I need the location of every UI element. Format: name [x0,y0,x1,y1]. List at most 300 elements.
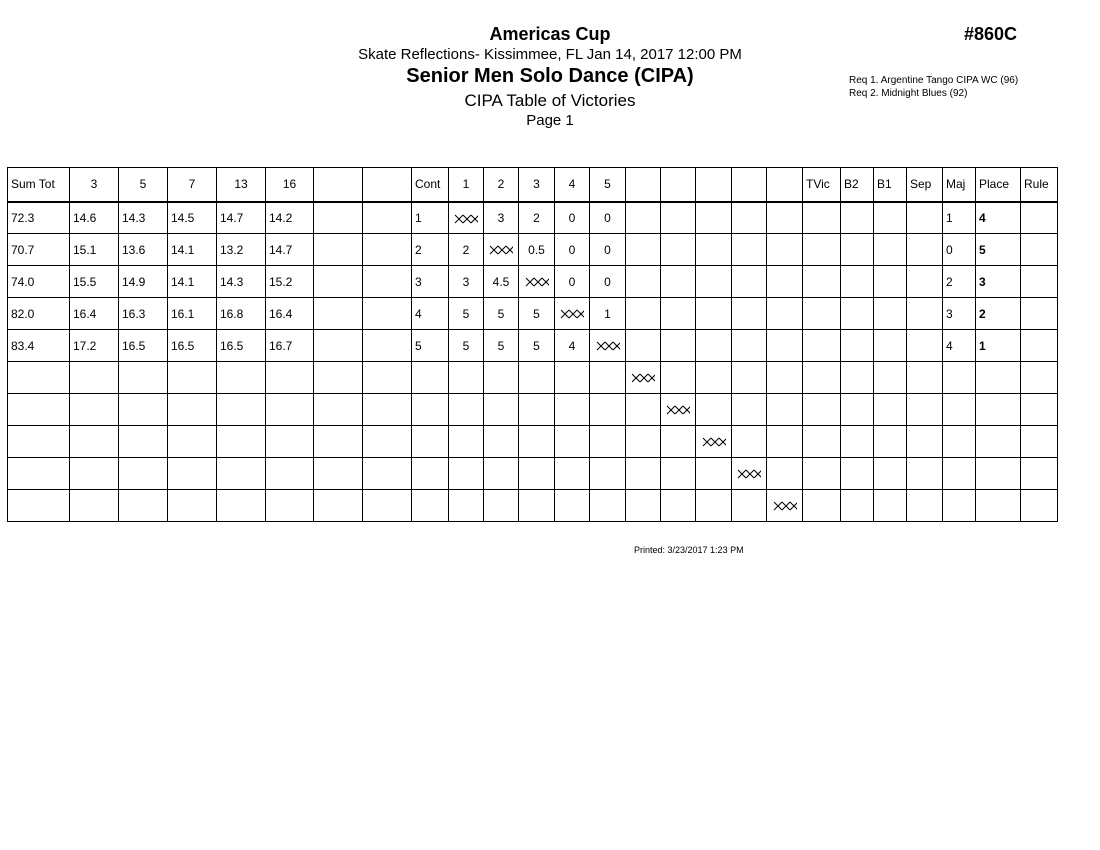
table-cell [661,202,696,234]
table-cell [767,330,803,362]
table-cell [661,330,696,362]
table-cell [803,234,841,266]
table-cell [696,394,732,426]
table-cell [363,234,412,266]
table-cell: 16.8 [217,298,266,330]
column-header: 16 [266,168,314,202]
place-cell [976,458,1021,490]
table-cell [874,330,907,362]
table-cell [732,490,767,522]
column-header [626,168,661,202]
table-cell [519,458,555,490]
table-cell [449,458,484,490]
table-cell [314,202,363,234]
table-cell: 15.1 [70,234,119,266]
table-cell [449,490,484,522]
table-cell [1021,266,1058,298]
table-cell [412,426,449,458]
table-row [8,202,1058,234]
table-cell [767,266,803,298]
table-cell [449,394,484,426]
table-cell [696,330,732,362]
table-cell [70,458,119,490]
table-cell [943,458,976,490]
table-cell: 16.4 [70,298,119,330]
table-cell [874,298,907,330]
table-cell [168,362,217,394]
table-cell [363,330,412,362]
table-cell: 15.2 [266,266,314,298]
table-cell [907,362,943,394]
place-cell [976,490,1021,522]
table-row [8,298,1058,330]
table-row [8,362,1058,394]
table-cell [943,490,976,522]
table-cell: 16.7 [266,330,314,362]
table-cell [732,298,767,330]
table-cell [449,426,484,458]
table-cell: 15.5 [70,266,119,298]
table-cell [732,202,767,234]
requirement-1: Req 1. Argentine Tango CIPA WC (96) [849,75,1019,86]
table-cell [907,490,943,522]
column-header: 1 [449,168,484,202]
table-cell: 70.7 [8,234,70,266]
table-cell [363,202,412,234]
table-cell [266,394,314,426]
table-cell [767,426,803,458]
table-cell [8,362,70,394]
table-cell: 4 [412,298,449,330]
table-cell [590,490,626,522]
table-cell: 14.3 [119,202,168,234]
table-cell: 0 [555,202,590,234]
table-cell [8,394,70,426]
table-cell: 5 [519,330,555,362]
table-cell [732,362,767,394]
table-cell: 14.5 [168,202,217,234]
table-row [8,458,1058,490]
table-cell: 0 [943,234,976,266]
table-cell: 5 [519,298,555,330]
table-row [8,330,1058,362]
table-cell: 5 [449,330,484,362]
table-cell [767,362,803,394]
table-cell: 3 [449,266,484,298]
table-cell [449,362,484,394]
table-cell [70,426,119,458]
table-cell [841,490,874,522]
self-comparison-mark [484,234,519,266]
table-cell [519,490,555,522]
table-cell [661,362,696,394]
table-cell [732,426,767,458]
table-row [8,394,1058,426]
table-cell [363,426,412,458]
table-cell [70,490,119,522]
table-cell [732,394,767,426]
table-cell [841,202,874,234]
table-cell: 14.1 [168,234,217,266]
place-cell: 3 [976,266,1021,298]
table-cell [555,394,590,426]
table-cell [314,394,363,426]
column-header: 7 [168,168,217,202]
column-header: 13 [217,168,266,202]
table-cell: 16.5 [217,330,266,362]
table-cell [168,394,217,426]
table-row [8,490,1058,522]
place-cell: 2 [976,298,1021,330]
table-cell: 14.3 [217,266,266,298]
table-cell [626,266,661,298]
table-cell [626,490,661,522]
place-cell: 4 [976,202,1021,234]
table-cell [412,394,449,426]
table-cell: 4 [555,330,590,362]
place-cell [976,394,1021,426]
event-title: Senior Men Solo Dance (CIPA) [406,65,694,87]
table-cell [874,458,907,490]
xxx-mark-icon [631,373,655,383]
table-cell [217,490,266,522]
table-cell [874,490,907,522]
table-cell [803,330,841,362]
table-cell [841,458,874,490]
table-cell [590,426,626,458]
table-cell [363,266,412,298]
table-cell [555,490,590,522]
column-header [732,168,767,202]
table-cell: 14.9 [119,266,168,298]
column-header: 5 [119,168,168,202]
table-cell: 0 [590,266,626,298]
table-cell [363,362,412,394]
table-cell [412,458,449,490]
table-cell: 3 [484,202,519,234]
table-cell: 5 [484,330,519,362]
table-cell [119,426,168,458]
column-header: Sum Tot [8,168,70,202]
xxx-mark-icon [773,501,797,511]
table-cell: 2 [449,234,484,266]
table-cell: 16.4 [266,298,314,330]
table-cell: 3 [943,298,976,330]
xxx-mark-icon [666,405,690,415]
table-cell [168,426,217,458]
table-cell [217,362,266,394]
xxx-mark-icon [525,277,549,287]
table-cell [266,458,314,490]
printed-timestamp: Printed: 3/23/2017 1:23 PM [634,545,744,555]
table-cell [217,426,266,458]
table-cell [590,394,626,426]
table-cell: 0 [555,234,590,266]
table-cell [626,426,661,458]
table-cell [484,458,519,490]
table-cell: 5 [484,298,519,330]
table-cell [555,426,590,458]
column-header: 2 [484,168,519,202]
table-cell: 16.5 [119,330,168,362]
self-comparison-mark [555,298,590,330]
table-cell [803,362,841,394]
table-cell: 1 [412,202,449,234]
self-comparison-mark [626,362,661,394]
table-cell [590,362,626,394]
table-cell [841,266,874,298]
table-cell [907,394,943,426]
table-row [8,426,1058,458]
table-cell [841,394,874,426]
table-cell [8,490,70,522]
table-cell [626,234,661,266]
table-cell: 14.6 [70,202,119,234]
table-cell [70,362,119,394]
requirements-list [849,74,1018,100]
table-cell: 0 [555,266,590,298]
table-cell [696,266,732,298]
table-cell: 0 [590,234,626,266]
table-cell: 0.5 [519,234,555,266]
table-cell [590,458,626,490]
table-cell [1021,298,1058,330]
table-cell [907,426,943,458]
place-cell: 5 [976,234,1021,266]
table-cell [314,490,363,522]
table-cell: 2 [943,266,976,298]
table-cell [626,330,661,362]
self-comparison-mark [590,330,626,362]
table-cell [803,202,841,234]
xxx-mark-icon [737,469,761,479]
column-header: TVic [803,168,841,202]
table-cell [696,202,732,234]
table-cell [803,298,841,330]
table-cell [314,266,363,298]
table-cell [412,490,449,522]
table-cell [661,426,696,458]
column-header: Maj [943,168,976,202]
table-cell [519,394,555,426]
table-cell [696,298,732,330]
table-cell [841,426,874,458]
place-cell [976,426,1021,458]
column-header [767,168,803,202]
table-cell [314,330,363,362]
table-cell [1021,330,1058,362]
self-comparison-mark [732,458,767,490]
self-comparison-mark [767,490,803,522]
table-cell [314,234,363,266]
table-cell [803,266,841,298]
table-cell [484,362,519,394]
xxx-mark-icon [454,214,478,224]
table-cell [661,266,696,298]
report-subtitle: CIPA Table of Victories [464,91,636,110]
table-cell [767,202,803,234]
table-cell: 74.0 [8,266,70,298]
table-cell [907,330,943,362]
self-comparison-mark [661,394,696,426]
table-cell [626,394,661,426]
xxx-mark-icon [596,341,620,351]
table-cell [484,426,519,458]
table-cell [943,362,976,394]
table-cell [1021,426,1058,458]
table-cell [119,458,168,490]
table-cell [767,298,803,330]
page-number: Page 1 [526,112,574,129]
table-cell [555,362,590,394]
table-cell: 4 [943,330,976,362]
table-cell [314,458,363,490]
table-cell [1021,234,1058,266]
table-row [8,266,1058,298]
table-cell [1021,458,1058,490]
table-cell: 0 [590,202,626,234]
table-cell [519,362,555,394]
table-cell [168,458,217,490]
table-cell [661,234,696,266]
table-cell [874,202,907,234]
table-cell [732,266,767,298]
table-cell [696,234,732,266]
column-header [661,168,696,202]
table-cell [217,458,266,490]
table-cell [803,458,841,490]
table-cell: 16.5 [168,330,217,362]
table-cell: 82.0 [8,298,70,330]
table-cell [732,234,767,266]
table-cell [119,394,168,426]
table-cell: 5 [412,330,449,362]
table-cell [732,330,767,362]
table-cell [484,394,519,426]
table-cell: 2 [519,202,555,234]
column-header: 3 [70,168,119,202]
table-cell [907,298,943,330]
table-cell [1021,202,1058,234]
table-cell: 83.4 [8,330,70,362]
table-cell [696,458,732,490]
table-cell [8,426,70,458]
table-cell [363,394,412,426]
place-cell [976,362,1021,394]
table-cell [841,362,874,394]
table-cell: 1 [590,298,626,330]
table-cell [661,458,696,490]
table-cell [217,394,266,426]
table-cell [314,426,363,458]
table-cell [363,298,412,330]
xxx-mark-icon [702,437,726,447]
table-cell [874,234,907,266]
event-number: #860C [964,24,1018,44]
table-cell [907,202,943,234]
table-cell [266,362,314,394]
table-cell [519,426,555,458]
table-row [8,234,1058,266]
table-cell [907,234,943,266]
table-cell [874,426,907,458]
xxx-mark-icon [560,309,584,319]
table-cell [803,394,841,426]
victories-table [7,167,1058,522]
column-header: Cont [412,168,449,202]
self-comparison-mark [449,202,484,234]
table-cell [626,298,661,330]
column-header: B2 [841,168,874,202]
requirement-2: Req 2. Midnight Blues (92) [849,88,968,99]
table-cell [168,490,217,522]
table-cell [803,490,841,522]
table-cell [841,330,874,362]
table-cell [1021,362,1058,394]
table-cell [1021,490,1058,522]
place-cell: 1 [976,330,1021,362]
table-cell [943,426,976,458]
table-cell [767,458,803,490]
table-cell [874,394,907,426]
table-cell [841,234,874,266]
table-cell [266,490,314,522]
table-cell [412,362,449,394]
table-cell [661,490,696,522]
table-cell: 16.3 [119,298,168,330]
table-cell: 14.7 [217,202,266,234]
table-cell [119,362,168,394]
column-header: Place [976,168,1021,202]
column-header [314,168,363,202]
table-cell: 2 [412,234,449,266]
table-cell: 72.3 [8,202,70,234]
column-header: Sep [907,168,943,202]
table-cell [803,426,841,458]
table-cell [907,458,943,490]
table-cell [874,362,907,394]
table-cell: 14.7 [266,234,314,266]
table-cell: 4.5 [484,266,519,298]
table-cell: 13.2 [217,234,266,266]
table-cell [874,266,907,298]
table-header-row [8,168,1058,202]
column-header: B1 [874,168,907,202]
table-cell [484,490,519,522]
column-header: Rule [1021,168,1058,202]
table-cell [314,362,363,394]
xxx-mark-icon [489,245,513,255]
table-cell: 5 [449,298,484,330]
self-comparison-mark [519,266,555,298]
table-cell: 14.2 [266,202,314,234]
table-cell [266,426,314,458]
table-cell [767,394,803,426]
table-cell: 16.1 [168,298,217,330]
table-cell [8,458,70,490]
table-cell [363,458,412,490]
table-cell [696,362,732,394]
venue-line: Skate Reflections- Kissimmee, FL Jan 14, 2017 12:00 PM [358,46,742,63]
table-cell [841,298,874,330]
table-cell [363,490,412,522]
table-cell [943,394,976,426]
table-cell: 1 [943,202,976,234]
column-header [363,168,412,202]
table-cell [70,394,119,426]
table-cell: 13.6 [119,234,168,266]
table-cell [1021,394,1058,426]
